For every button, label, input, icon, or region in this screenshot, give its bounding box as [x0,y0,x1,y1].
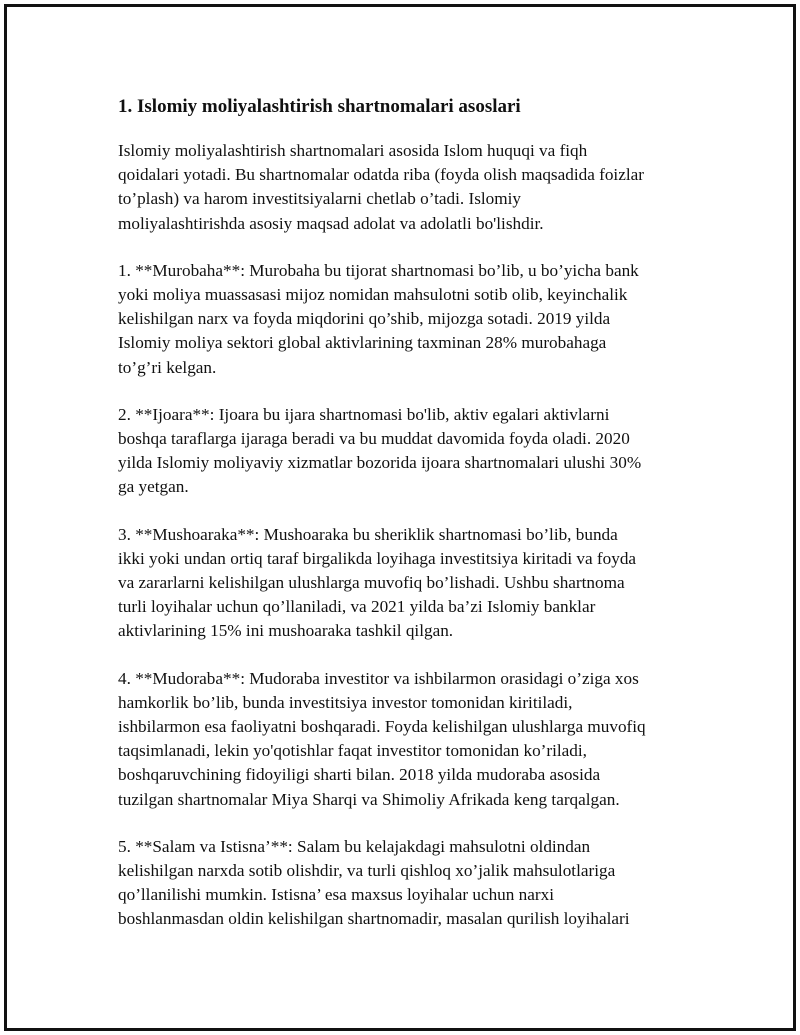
text-line: Islomiy moliya sektori global aktivlarining taxminan 28% murobahaga [118,333,607,353]
text-line: 4. **Mudoraba**: Mudoraba investitor va ishbilarmon orasidagi o’ziga xos [118,668,639,688]
ijoara-paragraph [118,403,708,500]
text-line: va zararlarni kelishilgan ulushlarga muvofiq bo’lishadi. Ushbu shartnoma [118,573,625,593]
text-line: moliyalashtirishda asosiy maqsad adolat va adolatli bo'lishdir. [118,213,544,233]
text-line: 1. **Murobaha**: Murobaha bu tijorat shartnomasi bo’lib, u bo’yicha bank [118,260,639,280]
murobaha-paragraph [118,259,708,380]
text-line: yoki moliya muassasasi mijoz nomidan mahsulotni sotib olib, keyinchalik [118,285,628,305]
salam-istisna-paragraph [118,835,708,932]
text-line: turli loyihalar uchun qo’llaniladi, va 2021 yilda ba’zi Islomiy banklar [118,597,596,617]
text-line: ikki yoki undan ortiq taraf birgalikda loyihaga investitsiya kiritadi va foyda [118,548,637,568]
text-line: yilda Islomiy moliyaviy xizmatlar bozorida ijoara shartnomalari ulushi 30% [118,453,642,473]
text-line: kelishilgan narxda sotib olishdir, va turli qishloq xo’jalik mahsulotlariga [118,861,616,881]
text-line: boshqa taraflarga ijaraga beradi va bu muddat davomida foyda oladi. 2020 [118,429,630,449]
text-line: aktivlarining 15% ini mushoaraka tashkil qilgan. [118,621,454,641]
text-line: 3. **Mushoaraka**: Mushoaraka bu sheriklik shartnomasi bo’lib, bunda [118,524,618,544]
text-line: Islomiy moliyalashtirish shartnomalari asosida Islom huquqi va fiqh [118,141,588,160]
document-body [118,95,708,955]
section-heading: 1. Islomiy moliyalashtirish shartnomalari asoslari [118,96,521,117]
text-line: tuzilgan shartnomalar Miya Sharqi va Shimoliy Afrikada keng tarqalgan. [118,789,620,809]
text-line: to’plash) va harom investitsiyalarni chetlab o’tadi. Islomiy [118,189,522,209]
text-line: qo’llanilishi mumkin. Istisna’ esa maxsus loyihalar uchun narxi [118,885,554,905]
mudoraba-paragraph [118,667,708,812]
text-line: kelishilgan narx va foyda miqdorini qo’shib, mijozga sotadi. 2019 yilda [118,309,611,329]
text-line: qoidalari yotadi. Bu shartnomalar odatda riba (foyda olish maqsadida foizlar [118,165,644,185]
intro-paragraph [118,139,708,236]
text-line: 5. **Salam va Istisna’**: Salam bu kelajakdagi mahsulotni oldindan [118,836,591,856]
mushoaraka-paragraph [118,523,708,644]
text-line: to’g’ri kelgan. [118,357,217,377]
text-line: ishbilarmon esa faoliyatni boshqaradi. Foyda kelishilgan ulushlarga muvofiq [118,717,646,737]
text-line: 2. **Ijoara**: Ijoara bu ijara shartnomasi bo'lib, aktiv egalari aktivlarni [118,404,610,424]
text-line: boshlanmasdan oldin kelishilgan shartnomadir, masalan qurilish loyihalari [118,909,630,929]
text-line: boshqaruvchining fidoyiligi sharti bilan. 2018 yilda mudoraba asosida [118,765,601,785]
text-line: ga yetgan. [118,477,189,497]
text-line: taqsimlanadi, lekin yo'qotishlar faqat investitor tomonidan ko’riladi, [118,741,587,761]
text-line: hamkorlik bo’lib, bunda investitsiya investor tomonidan kiritiladi, [118,692,573,712]
